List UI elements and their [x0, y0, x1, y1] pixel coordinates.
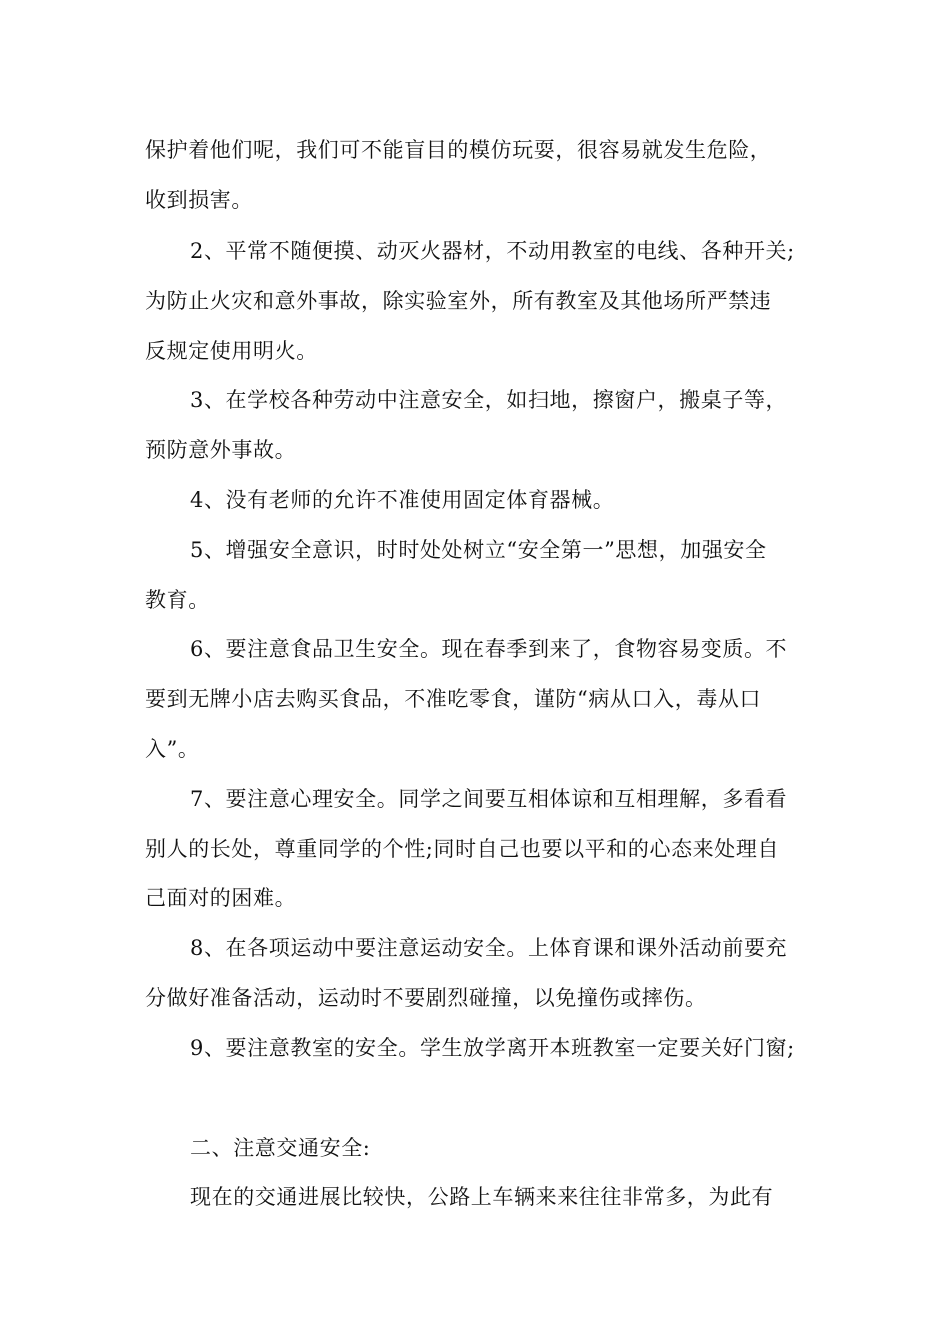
- section-heading: 二、注意交通安全:: [190, 1136, 371, 1160]
- text-line: 分做好准备活动，运动时不要剧烈碰撞，以免撞伤或摔伤。: [145, 986, 707, 1010]
- list-item-3-line: 3、在学校各种劳动中注意安全，如扫地，擦窗户，搬桌子等，: [190, 388, 788, 412]
- list-item-9-line: 9、要注意教室的安全。学生放学离开本班教室一定要关好门窗;: [190, 1036, 795, 1060]
- list-item-4-line: 4、没有老师的允许不准使用固定体育器械。: [190, 488, 615, 512]
- text-line: 预防意外事故。: [145, 438, 297, 462]
- text-line: 保护着他们呢，我们可不能盲目的模仿玩耍，很容易就发生危险，: [145, 138, 772, 162]
- text-line: 己面对的困难。: [145, 886, 297, 910]
- text-line: 为防止火灾和意外事故，除实验室外，所有教室及其他场所严禁违: [145, 289, 772, 313]
- list-item-6-line: 6、要注意食品卫生安全。现在春季到来了，食物容易变质。不: [190, 637, 788, 661]
- text-line: 入”。: [145, 737, 200, 761]
- list-item-5-line: 5、增强安全意识，时时处处树立“安全第一”思想，加强安全: [190, 538, 767, 562]
- text-line: 教育。: [145, 588, 210, 612]
- list-item-7-line: 7、要注意心理安全。同学之间要互相体谅和互相理解，多看看: [190, 787, 788, 811]
- list-item-2-line: 2、平常不随便摸、动灭火器材，不动用教室的电线、各种开关;: [190, 239, 795, 263]
- text-line: 要到无牌小店去购买食品，不准吃零食，谨防“病从口入，毒从口: [145, 687, 762, 711]
- text-line: 收到损害。: [145, 188, 253, 212]
- text-line: 现在的交通进展比较快，公路上车辆来来往往非常多，为此有: [190, 1185, 774, 1209]
- text-line: 反规定使用明火。: [145, 339, 318, 363]
- list-item-8-line: 8、在各项运动中要注意运动安全。上体育课和课外活动前要充: [190, 936, 788, 960]
- text-line: 别人的长处，尊重同学的个性;同时自己也要以平和的心态来处理自: [145, 837, 780, 861]
